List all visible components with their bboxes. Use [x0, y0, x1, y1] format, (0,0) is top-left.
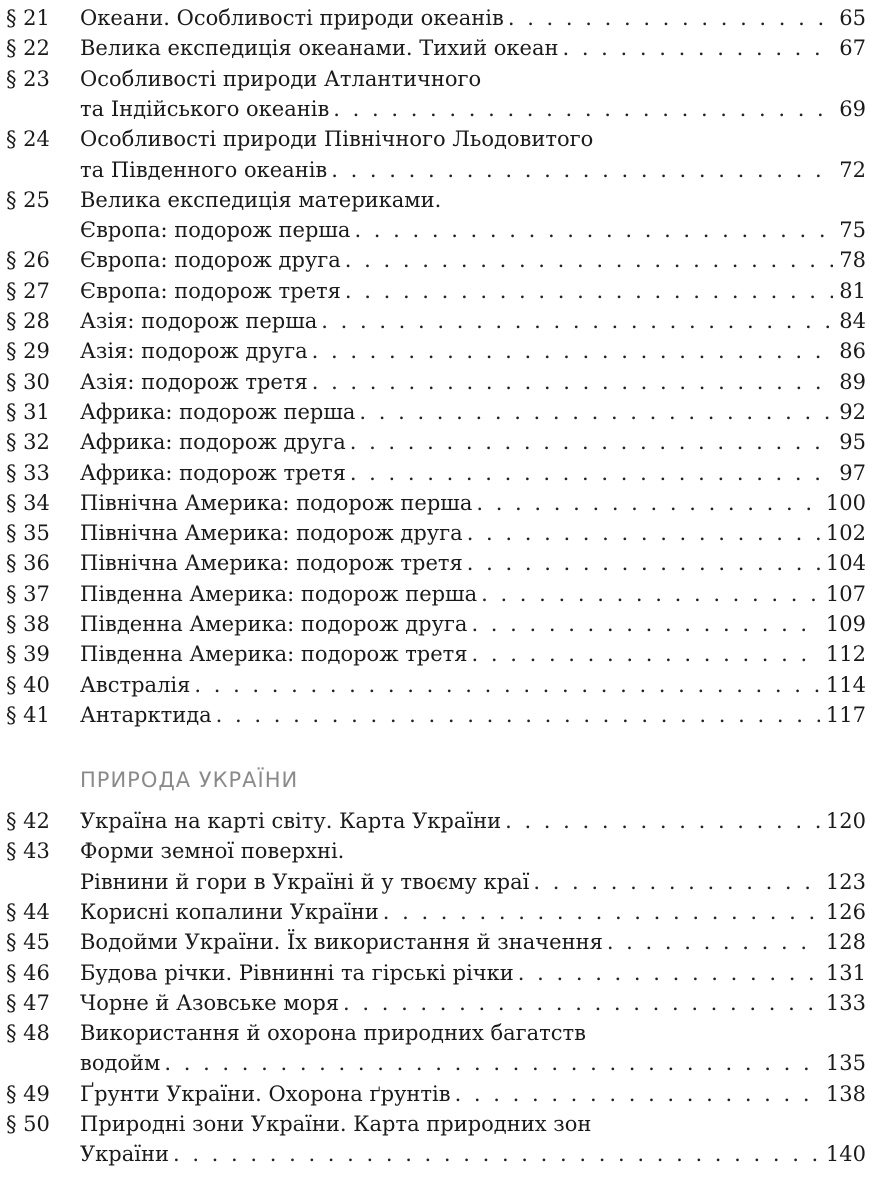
dot-leader [603, 927, 820, 957]
entry-leader-line [80, 336, 866, 366]
page-number: 114 [825, 672, 866, 697]
entry-title: Україна на карті світу. Карта України [80, 809, 502, 833]
section-number: § 34 [6, 490, 50, 515]
entry-title: Європа: подорож друга [80, 248, 341, 273]
section-number: § 49 [6, 1081, 50, 1106]
dot-leader [190, 670, 820, 700]
entry-title: Африка: подорож третя [80, 460, 346, 485]
entry-leader-line [80, 958, 866, 988]
toc-entry [0, 1079, 866, 1109]
page-number: 89 [839, 369, 866, 394]
entry-title: Чорне й Азовське моря [80, 990, 340, 1015]
toc-entry [0, 367, 866, 397]
section-number: § 36 [6, 551, 50, 576]
dot-leader [504, 3, 833, 33]
dot-leader [160, 1048, 820, 1078]
section-number: § 38 [6, 612, 50, 636]
page-number: 67 [839, 36, 866, 61]
page-number: 97 [839, 460, 866, 485]
page-number: 78 [839, 248, 866, 273]
entry-title: та Південного океанів [80, 157, 328, 182]
toc-entry [0, 306, 866, 336]
section-number: § 24 [6, 127, 50, 152]
entry-leader-line [80, 927, 866, 957]
entry-leader-line [80, 548, 866, 578]
page-number: 81 [839, 278, 866, 303]
dot-leader [308, 336, 834, 366]
entry-title-line: Велика експедиція материками. [80, 187, 442, 212]
entry-title-line: Форми земної поверхні. [80, 839, 345, 864]
entry-title: Азія: подорож перша [80, 309, 318, 333]
entry-leader-line [80, 397, 866, 427]
toc-entry [0, 397, 866, 427]
entry-leader-line [80, 518, 866, 548]
page-number: 84 [839, 309, 866, 333]
section-number: § 27 [6, 278, 50, 303]
toc-entry [0, 64, 866, 94]
toc-entry [0, 548, 866, 578]
section-number: § 50 [6, 1112, 50, 1136]
entry-title-line: Використання й охорона природних багатств [80, 1021, 586, 1046]
toc-entry [0, 124, 866, 154]
page-number: 72 [839, 157, 866, 182]
section-number: § 40 [6, 672, 50, 697]
page-number: 86 [839, 339, 866, 364]
entry-leader-line [80, 276, 866, 306]
section-number: § 25 [6, 187, 50, 212]
toc-entry [0, 897, 866, 927]
entry-leader-line [80, 306, 866, 336]
dot-leader [212, 700, 820, 730]
section-number: § 43 [6, 839, 50, 864]
entry-title: Африка: подорож друга [80, 430, 346, 455]
dot-leader [529, 867, 820, 897]
entry-leader-line [80, 488, 866, 518]
toc-entry [0, 958, 866, 988]
dot-leader [346, 427, 834, 457]
page-number: 112 [825, 642, 866, 667]
toc-entry-continuation [0, 215, 866, 245]
dot-leader [477, 579, 820, 609]
dot-leader [501, 806, 820, 836]
entry-title: Ґрунти України. Охорона ґрунтів [80, 1081, 451, 1106]
page-number: 138 [825, 1081, 866, 1106]
toc-entry [0, 245, 866, 275]
page-number: 109 [825, 612, 866, 636]
page-number: 133 [825, 990, 866, 1015]
dot-leader [341, 276, 833, 306]
toc-entry [0, 427, 866, 457]
page-number: 69 [839, 96, 866, 121]
toc-entry [0, 579, 866, 609]
dot-leader [468, 639, 820, 669]
entry-leader-line [80, 988, 866, 1018]
entry-leader-line [80, 897, 866, 927]
entry-title: Антарктида [80, 702, 212, 727]
page-number: 75 [839, 218, 866, 243]
dot-leader [558, 33, 833, 63]
dot-leader [339, 988, 820, 1018]
entry-leader-line [80, 579, 866, 609]
entry-leader-line [80, 3, 866, 33]
entry-title-line: Особливості природи Атлантичного [80, 66, 482, 91]
page-number: 123 [825, 869, 866, 894]
toc-entry [0, 488, 866, 518]
entry-title: та Індійського океанів [80, 96, 330, 121]
toc-entry-continuation [0, 94, 866, 124]
entry-leader-line [80, 806, 866, 836]
entry-leader-line [80, 700, 866, 730]
page-number: 126 [825, 899, 866, 924]
entry-leader-line [80, 367, 866, 397]
page-number: 131 [825, 960, 866, 985]
toc-entry-continuation [0, 867, 866, 897]
page-number: 117 [825, 702, 866, 727]
page-number: 107 [825, 581, 866, 606]
dot-leader [308, 367, 834, 397]
section-number: § 45 [6, 930, 50, 955]
page-number: 120 [825, 809, 866, 833]
section-number: § 35 [6, 521, 50, 546]
section-number: § 46 [6, 960, 50, 985]
entry-leader-line [80, 458, 866, 488]
entry-title: Південна Америка: подорож перша [80, 581, 478, 606]
entry-title: Північна Америка: подорож третя [80, 551, 463, 576]
section-number: § 39 [6, 642, 50, 667]
section-number: § 22 [6, 36, 50, 61]
entry-title: Європа: подорож перша [80, 218, 351, 243]
dot-leader [463, 548, 820, 578]
toc-entry [0, 609, 866, 639]
toc-entry [0, 806, 866, 836]
toc-entry [0, 988, 866, 1018]
toc-entry [0, 1018, 866, 1048]
section-number: § 28 [6, 309, 50, 333]
entry-title: Північна Америка: подорож перша [80, 490, 473, 515]
toc-entry [0, 1109, 866, 1139]
entry-title-line: Природні зони України. Карта природних зон [80, 1112, 592, 1136]
entry-title: Рівнини й гори в Україні й у твоєму краї [80, 869, 530, 894]
section-number: § 31 [6, 399, 50, 424]
toc-entry-continuation [0, 1048, 866, 1078]
section-number: § 30 [6, 369, 50, 394]
entry-leader-line [80, 427, 866, 457]
dot-leader [317, 306, 833, 336]
entry-leader-line [80, 245, 866, 275]
entry-title: Азія: подорож друга [80, 339, 308, 364]
section-number: § 23 [6, 66, 50, 91]
entry-leader-line [80, 639, 866, 669]
dot-leader [467, 609, 819, 639]
entry-leader-line [80, 1139, 866, 1169]
section-number: § 42 [6, 809, 50, 833]
dot-leader [341, 245, 833, 275]
toc-entry [0, 276, 866, 306]
entry-title: Будова річки. Рівнинні та гірські річки [80, 960, 514, 985]
section-number: § 41 [6, 702, 50, 727]
toc-entry [0, 3, 866, 33]
entry-title: Південна Америка: подорож третя [80, 642, 468, 667]
dot-leader [355, 397, 833, 427]
entry-leader-line [80, 1048, 866, 1078]
page-number: 104 [825, 551, 866, 576]
entry-leader-line [80, 215, 866, 245]
section-number: § 33 [6, 460, 50, 485]
entry-leader-line [80, 33, 866, 63]
entry-title: Північна Америка: подорож друга [80, 521, 463, 546]
toc-entry [0, 185, 866, 215]
toc-entry-continuation [0, 155, 866, 185]
entry-title: Азія: подорож третя [80, 369, 308, 394]
entry-title: Африка: подорож перша [80, 399, 356, 424]
entry-leader-line [80, 670, 866, 700]
entry-title: Велика експедиція океанами. Тихий океан [80, 36, 559, 61]
entry-leader-line [80, 94, 866, 124]
section-number: § 21 [6, 6, 50, 30]
entry-title: водойм [80, 1051, 161, 1076]
page-number: 102 [825, 521, 866, 546]
toc-entry [0, 927, 866, 957]
toc-entry [0, 458, 866, 488]
page-number: 65 [839, 6, 866, 30]
page-number: 100 [825, 490, 866, 515]
toc-entry [0, 670, 866, 700]
dot-leader [169, 1139, 820, 1169]
dot-leader [346, 458, 833, 488]
entry-title: Австралія [80, 672, 191, 697]
section-number: § 47 [6, 990, 50, 1015]
entry-title: Водойми України. Їх використання й значення [80, 930, 603, 955]
section-number: § 48 [6, 1021, 50, 1046]
entry-leader-line [80, 867, 866, 897]
toc-entry [0, 700, 866, 730]
entry-leader-line [80, 609, 866, 639]
dot-leader [451, 1079, 820, 1109]
dot-leader [472, 488, 820, 518]
section-number: § 29 [6, 339, 50, 364]
page-number: 92 [839, 399, 866, 424]
dot-leader [329, 94, 833, 124]
section-heading: ПРИРОДА УКРАЇНИ [80, 768, 299, 792]
section-number: § 44 [6, 899, 50, 924]
section-number: § 32 [6, 430, 50, 455]
toc-entry [0, 639, 866, 669]
entry-title: України [80, 1142, 169, 1167]
entry-title: Корисні копалини України [80, 899, 379, 924]
dot-leader [463, 518, 820, 548]
dot-leader [350, 215, 833, 245]
entry-title-line: Особливості природи Північного Льодовитого [80, 127, 594, 152]
dot-leader [379, 897, 820, 927]
dot-leader [327, 155, 833, 185]
page-number: 140 [825, 1142, 866, 1167]
page-number: 135 [825, 1051, 866, 1076]
entry-title: Південна Америка: подорож друга [80, 612, 468, 636]
entry-leader-line [80, 155, 866, 185]
entry-title: Океани. Особливості природи океанів [80, 6, 504, 30]
toc-entry [0, 836, 866, 866]
toc-entry [0, 518, 866, 548]
entry-title: Європа: подорож третя [80, 278, 341, 303]
toc-entry [0, 336, 866, 366]
toc-entry-continuation [0, 1139, 866, 1169]
dot-leader [514, 958, 820, 988]
section-number: § 26 [6, 248, 50, 273]
page-number: 128 [825, 930, 866, 955]
section-number: § 37 [6, 581, 50, 606]
toc-entry [0, 33, 866, 63]
page-number: 95 [839, 430, 866, 455]
entry-leader-line [80, 1079, 866, 1109]
